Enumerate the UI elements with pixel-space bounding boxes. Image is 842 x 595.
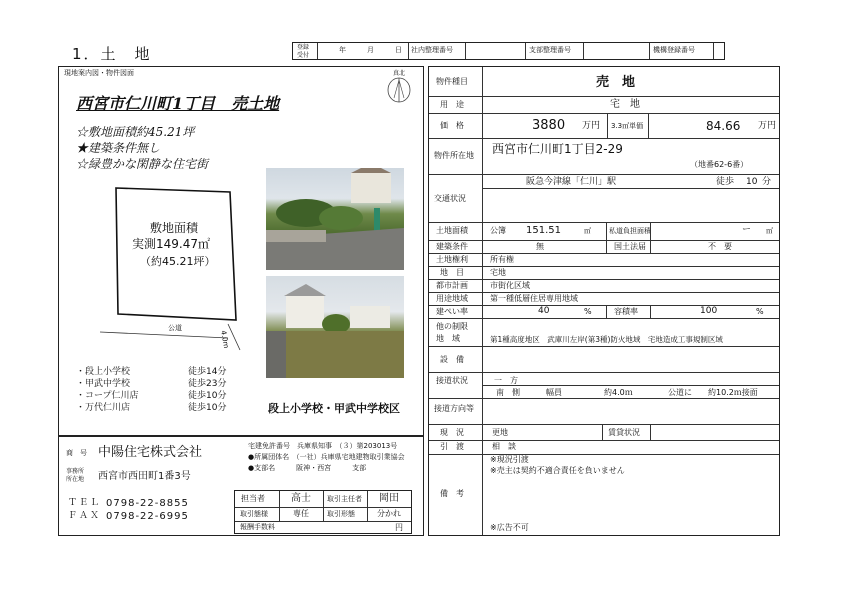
deal-type-label: 取引形態 (327, 510, 355, 518)
bcr-label: 建ぺい率 (436, 307, 468, 316)
facility-name: ・甲武中学校 (76, 379, 131, 389)
road-label: 接道状況 (436, 376, 468, 385)
road-frontage: 約10.2ｍ接面 (708, 388, 758, 397)
location-value: 西宮市仁川町1丁目2-29 (492, 142, 623, 156)
land-act-value: 不 要 (708, 242, 732, 251)
staff-label: 担当者 (241, 494, 265, 503)
facility-walk: 徒歩14分 (188, 367, 227, 377)
fee-unit: 円 (395, 523, 403, 532)
walk-unit: 分 (762, 177, 772, 187)
use-label: 用 途 (440, 100, 464, 109)
note-line: ※売主は契約不適合責任を負いません (490, 466, 625, 475)
facility-name: ・コープ仁川店 (76, 391, 139, 401)
tel-label: ＴＥＬ (68, 498, 102, 508)
license-number: 宅建免許番号 兵庫県知事 （３）第203013号 (248, 442, 398, 450)
use-value: 宅 地 (610, 99, 640, 110)
price-label: 価 格 (440, 121, 464, 130)
branch-name: ●支部名 阪神・西宮 支部 (248, 464, 367, 472)
facilities-label: 設 備 (440, 355, 464, 364)
ad-note: ※広告不可 (490, 523, 529, 532)
office-label: 事務所 所在地 (66, 468, 85, 483)
land-act-label: 国土法届 (614, 242, 646, 251)
road-detail-label: 接道方向等 (434, 404, 474, 413)
handover-value: 相 談 (492, 442, 516, 451)
north-arrow-icon (384, 68, 414, 104)
zoning-label: 用途地域 (436, 294, 468, 303)
land-area-label: 土地面積 (436, 226, 468, 235)
zoning-value: 第一種低層住居専用地域 (490, 294, 578, 303)
bcr-unit: % (584, 307, 592, 316)
other-restrictions-label: 他の制限 地 域 (436, 322, 468, 343)
private-road-label: 私道負担面積 (609, 227, 651, 235)
city-plan-label: 都市計画 (436, 281, 468, 290)
company-no-label: 社内整理番号 (411, 46, 453, 54)
rights-label: 土地権利 (436, 255, 468, 264)
header-registration-box (292, 42, 725, 60)
listing-title: 西宮市仁川町1丁目 売土地 (76, 94, 280, 113)
far-label: 容積率 (614, 307, 638, 316)
rental-label: 賃貸状況 (608, 428, 640, 437)
road-width-value: 約4.0ｍ (604, 388, 633, 397)
deal-form-value: 専任 (293, 509, 309, 518)
location-label: 物件所在地 (434, 151, 474, 160)
feature-line-1: ☆敷地面積約45.21坪 (76, 125, 195, 139)
far-value: 100 (700, 306, 718, 316)
branch-no-label: 支部整理番号 (529, 46, 571, 54)
land-area-value: 151.51 (526, 225, 561, 236)
note-line: ※現況引渡 (490, 455, 529, 464)
map-label: 現地案内図・物件図面 (64, 69, 134, 77)
lot-area-heading: 敷地面積 (150, 221, 199, 235)
handover-label: 引 渡 (440, 442, 464, 451)
status-value: 更地 (492, 428, 508, 437)
category-label: 地 目 (440, 268, 464, 277)
staff-name: 高士 (291, 493, 311, 504)
unit-price-unit: 万円 (758, 121, 777, 131)
unit-price-label: 3.3㎡単価 (611, 122, 644, 130)
private-road-value: ー (742, 225, 752, 235)
far-unit: % (756, 307, 764, 316)
reg-label: 登録 受付 (297, 44, 310, 59)
fax-label: ＦＡＸ (68, 511, 102, 521)
manager-name: 岡田 (379, 493, 399, 504)
org-no-label: 機構登録番号 (653, 46, 695, 54)
association-name: ●所属団体名 （一社）兵庫県宅地建物取引業協会 (248, 453, 405, 461)
status-label: 現 況 (440, 428, 464, 437)
transport-label: 交通状況 (434, 194, 466, 203)
site-photo-lot (266, 276, 404, 378)
city-plan-value: 市街化区域 (490, 281, 530, 290)
price-unit: 万円 (582, 121, 601, 131)
fax-number: 0798-22-6995 (106, 511, 189, 522)
section-title: 1．土 地 (72, 45, 152, 63)
land-area-unit: ㎡ (584, 227, 591, 235)
bcr-value: 40 (538, 306, 550, 316)
road-value: 一 方 (494, 376, 518, 385)
rights-value: 所有権 (490, 255, 514, 264)
facility-name: ・万代仁川店 (76, 403, 131, 413)
year-label: 年 (339, 46, 346, 54)
road-width-label: 4.0m (219, 329, 231, 349)
facility-walk: 徒歩10分 (188, 403, 227, 413)
feature-line-3: ☆緑豊かな閑静な住宅街 (76, 157, 209, 171)
facility-walk: 徒歩10分 (188, 391, 227, 401)
manager-label: 取引主任者 (327, 495, 362, 503)
location-note: （地番62-6番） (690, 160, 749, 169)
company-address: 西宮市西田町1番3号 (98, 471, 191, 482)
category-value: 宅地 (490, 268, 506, 277)
walk-value: 10 (746, 177, 758, 187)
deal-form-label: 取引態様 (240, 510, 268, 518)
build-condition-value: 無 (536, 242, 544, 251)
price-value: 3880 (532, 118, 566, 133)
deal-type-value: 分かれ (377, 509, 401, 518)
private-road-unit: ㎡ (766, 227, 773, 235)
road-label: 公道 (168, 324, 182, 332)
trade-label: 商 号 (66, 449, 87, 457)
type-value: 売 地 (596, 75, 636, 90)
type-label: 物件種目 (436, 77, 468, 86)
site-photo-street (266, 168, 404, 270)
company-name: 中陽住宅株式会社 (98, 445, 203, 460)
fee-label: 報酬手数料 (240, 523, 275, 531)
school-district: 段上小学校・甲武中学校区 (268, 402, 400, 415)
lot-area-tsubo: （約45.21坪） (140, 255, 216, 268)
unit-price-value: 84.66 (706, 119, 741, 133)
walk-label: 徒歩 (716, 177, 735, 187)
road-public: 公道に (668, 388, 692, 397)
land-area-kind: 公簿 (490, 226, 506, 235)
road-width-label: 幅員 (546, 388, 562, 397)
lot-area-measured: 実測149.47㎡ (132, 237, 210, 251)
station-line: 阪急今津線「仁川」駅 (526, 177, 617, 187)
road-direction: 南 側 (496, 388, 520, 397)
tel-number: 0798-22-8855 (106, 498, 189, 509)
facility-walk: 徒歩23分 (188, 379, 227, 389)
feature-line-2: ★建築条件無し (76, 141, 161, 155)
other-restrictions-value: 第1種高度地区 武庫川左岸(第3種)防火地域 宅地造成工事規制区域 (490, 335, 723, 344)
day-label: 日 (395, 46, 402, 54)
facility-name: ・段上小学校 (76, 367, 131, 377)
build-condition-label: 建築条件 (436, 242, 468, 251)
north-label: 真北 (393, 70, 406, 77)
staff-grid (234, 490, 412, 534)
notes-label: 備 考 (440, 489, 464, 498)
month-label: 月 (367, 46, 374, 54)
